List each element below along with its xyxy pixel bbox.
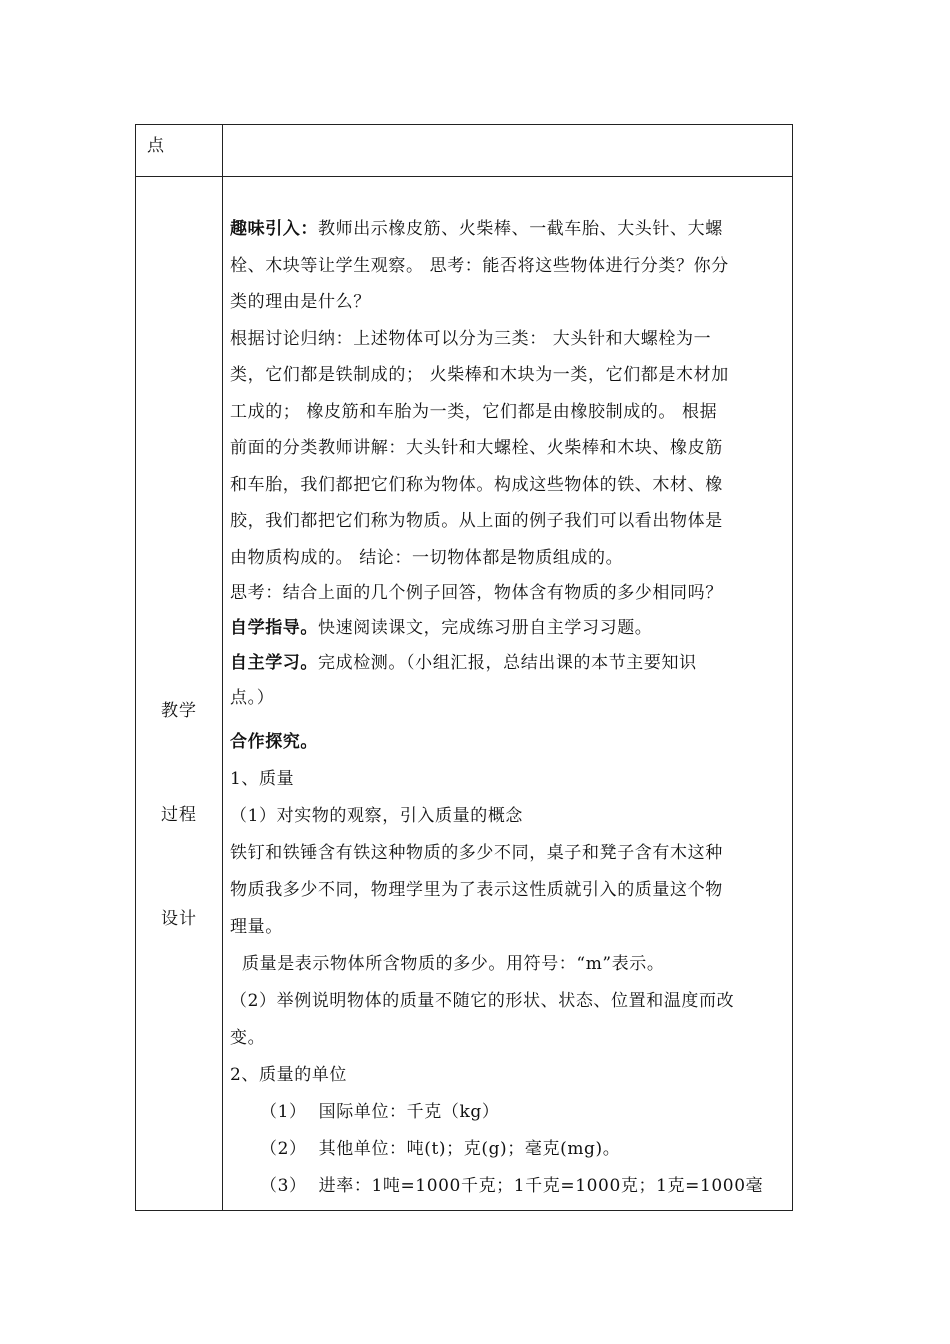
lesson-table [135,124,793,1211]
guide-section [230,576,786,716]
label-sheji: 设计 [161,909,197,929]
intro-line: 趣味引入：教师出示橡皮筋、火柴棒、一截车胎、大头针、大螺 [230,219,723,239]
self-guide-heading: 自学指导。 [230,618,318,638]
intro-line: 类的理由是什么？ [230,292,371,312]
self-study-heading: 自主学习。 [230,653,318,673]
cooperate-line: 铁钉和铁锤含有铁这种物质的多少不同，桌子和凳子含有木这种 [230,843,723,863]
cooperate-line: 理量。 [230,917,283,937]
label-guocheng: 过程 [161,805,197,825]
cooperate-line: 物质我多少不同，物理学里为了表示这性质就引入的质量这个物 [230,880,723,900]
row-divider [136,176,792,177]
self-study-line: 点。） [230,688,275,708]
intro-line: 前面的分类教师讲解：大头针和大螺栓、火柴棒和木块、橡皮筋 [230,438,723,458]
top-row-label: 点 [147,136,165,156]
cooperate-line: （3） 进率：1吨=1000千克；1千克=1000克；1克=1000毫 [230,1176,764,1196]
intro-line: 胶，我们都把它们称为物质。从上面的例子我们可以看出物体是 [230,511,723,531]
column-divider [222,125,223,1210]
intro-line: 类，它们都是铁制成的； 火柴棒和木块为一类，它们都是木材加 [230,365,729,385]
intro-line: 思考：结合上面的几个例子回答，物体含有物质的多少相同吗？ [230,583,723,603]
cooperate-line: （1） 国际单位：千克（kg） [230,1102,500,1122]
process-content [230,211,786,1205]
intro-line: 工成的； 橡皮筋和车胎为一类，它们都是由橡胶制成的。 根据 [230,401,718,422]
cooperate-line: 质量是表示物体所含物质的多少。用符号：“m”表示。 [230,954,665,974]
intro-line: 根据讨论归纳：上述物体可以分为三类： 大头针和大螺栓为一 [230,328,712,349]
intro-section [230,211,786,576]
cooperate-line: （2）举例说明物体的质量不随它的形状、状态、位置和温度而改 [230,991,735,1011]
self-guide-line: 自学指导。快速阅读课文，完成练习册自主学习习题。 [230,618,653,638]
intro-heading: 趣味引入： [230,219,318,239]
intro-line: 由物质构成的。 结论：一切物体都是物质组成的。 [230,547,624,568]
cooperate-line: （2） 其他单位：吨(t)；克(g)；毫克(mg)。 [230,1139,621,1159]
intro-line: 和车胎，我们都把它们称为物体。构成这些物体的铁、木材、橡 [230,474,723,495]
cooperate-line: 变。 [230,1028,266,1048]
cooperate-line: 2、质量的单位 [230,1065,348,1085]
cooperate-line: （1）对实物的观察，引入质量的概念 [230,806,524,826]
cooperate-line: 1、质量 [230,769,295,789]
intro-line: 栓、木块等让学生观察。 思考：能否将这些物体进行分类？你分 [230,255,729,276]
cooperate-heading: 合作探究。 [230,732,318,752]
cooperate-section [230,724,786,1205]
self-study-line: 自主学习。完成检测。（小组汇报，总结出课的本节主要知识 [230,653,697,673]
label-jiaoxue: 教学 [161,701,197,721]
